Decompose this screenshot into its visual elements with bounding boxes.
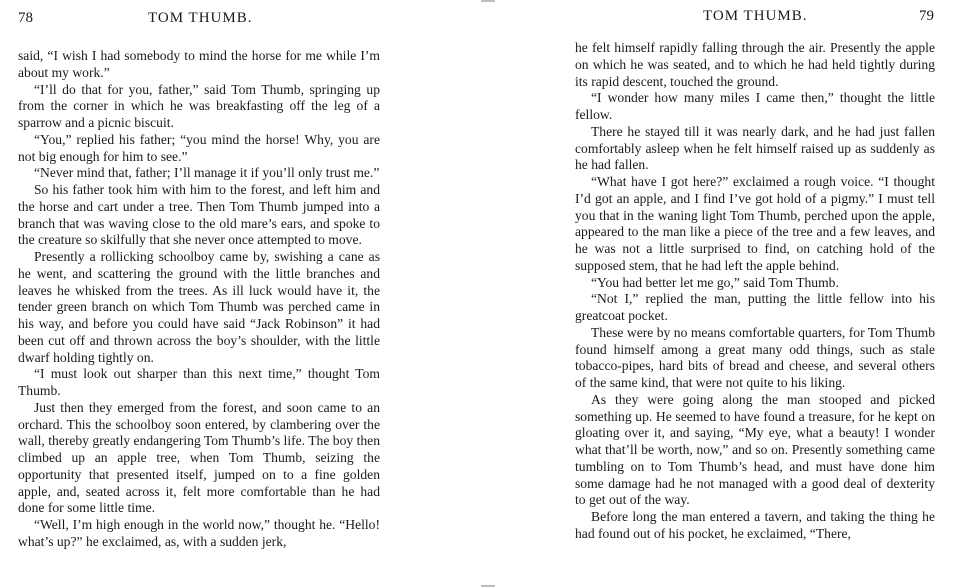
- left-page: [0, 0, 420, 587]
- paragraph: “I wonder how many miles I came then,” thought the little fellow.: [575, 90, 935, 122]
- paragraph: So his father took him with him to the forest, and left him and the horse and cart under a tree. Then Tom Thumb jumped into a branch that was waving close to the old mare’s ears, and spoke to the creature so skilfully that she never once attempted to move.: [18, 182, 380, 248]
- paragraph: As they were going along the man stooped and picked something up. He seemed to have found a treasure, for he kept on gloating over it, and saying, “My eye, what a beauty! I wonder what that’ll be worth, now,” and so on. Presently something came tumbling on to Tom Thumb’s head, and must have done him some damage had he not managed with a good deal of dexterity to get out of the way.: [575, 391, 935, 508]
- page-gutter: [420, 0, 560, 587]
- page-body: [575, 40, 935, 543]
- gutter-mark: [481, 0, 495, 2]
- paragraph: he felt himself rapidly falling through the air. Presently the apple on which he was seated, and to which he had held tightly during its rapid descent, touched the ground.: [575, 40, 935, 89]
- paragraph: “Never mind that, father; I’ll manage it if you’ll only trust me.”: [34, 165, 380, 181]
- page-number: 78: [18, 10, 33, 26]
- paragraph: These were by no means comfortable quarters, for Tom Thumb found himself among a great many odd things, such as stale tobacco-pipes, hard bits of bread and cheese, and several others of the same kind, that were not quite to his liking.: [575, 324, 935, 390]
- paragraph: Presently a rollicking schoolboy came by, swishing a cane as he went, and scattering the ground with the little branches and leaves he whisked from the trees. As ill luck would have it, the tender green branch on which Tom Thumb was perched came in his way, and before you could have said “Jack Robinson” it had been cut off and thrown across the boy’s shoulder, with the little dwarf holding tightly on.: [18, 249, 380, 365]
- paragraph: “I must look out sharper than this next time,” thought Tom Thumb.: [18, 366, 380, 398]
- paragraph: “Well, I’m high enough in the world now,” thought he. “Hello! what’s up?” he exclaimed, as, with a sudden jerk,: [18, 517, 380, 549]
- paragraph: Just then they emerged from the forest, and soon came to an orchard. This the schoolboy soon entered, by clambering over the wall, thereby greatly endangering Tom Thumb’s life. The boy then climbed up an apple tree, when Tom Thumb, seizing the opportunity that presented itself, jumped on to a fine golden apple, and, seated across it, felt more comfortable than he had done for some little time.: [18, 399, 380, 516]
- paragraph: “You,” replied his father; “you mind the horse! Why, you are not big enough for him to see.”: [18, 131, 380, 164]
- paragraph: “I’ll do that for you, father,” said Tom Thumb, springing up from the corner in which he was breakfasting off the leg of a sparrow and a picnic biscuit.: [18, 81, 380, 130]
- paragraph: said, “I wish I had somebody to mind the horse for me while I’m about my work.”: [18, 48, 380, 80]
- paragraph: There he stayed till it was nearly dark, and he had just fallen comfortably asleep when he felt himself raised up as suddenly as he had fallen.: [575, 123, 935, 173]
- paragraph: “You had better let me go,” said Tom Thumb.: [591, 274, 839, 290]
- paragraph: “Not I,” replied the man, putting the little fellow into his greatcoat pocket.: [575, 291, 935, 323]
- page-body: [18, 48, 380, 551]
- running-title: TOM THUMB.: [148, 10, 253, 26]
- paragraph: “What have I got here?” exclaimed a rough voice. “I thought I’d got an apple, and I find I’ve got hold of a pigmy.” I must tell you that in the waning light Tom Thumb, perched upon the apple, appeared to the man like a piece of the tree and a few leaves, and he was not a little surprised to find, on catching hold of the supposed stem, that he had left the apple behind.: [575, 174, 935, 273]
- right-page: [560, 0, 963, 587]
- page-number: 79: [919, 8, 934, 24]
- paragraph: Before long the man entered a tavern, and taking the thing he had found out of his pocket, he exclaimed, “There,: [575, 509, 935, 541]
- running-title: TOM THUMB.: [703, 8, 808, 24]
